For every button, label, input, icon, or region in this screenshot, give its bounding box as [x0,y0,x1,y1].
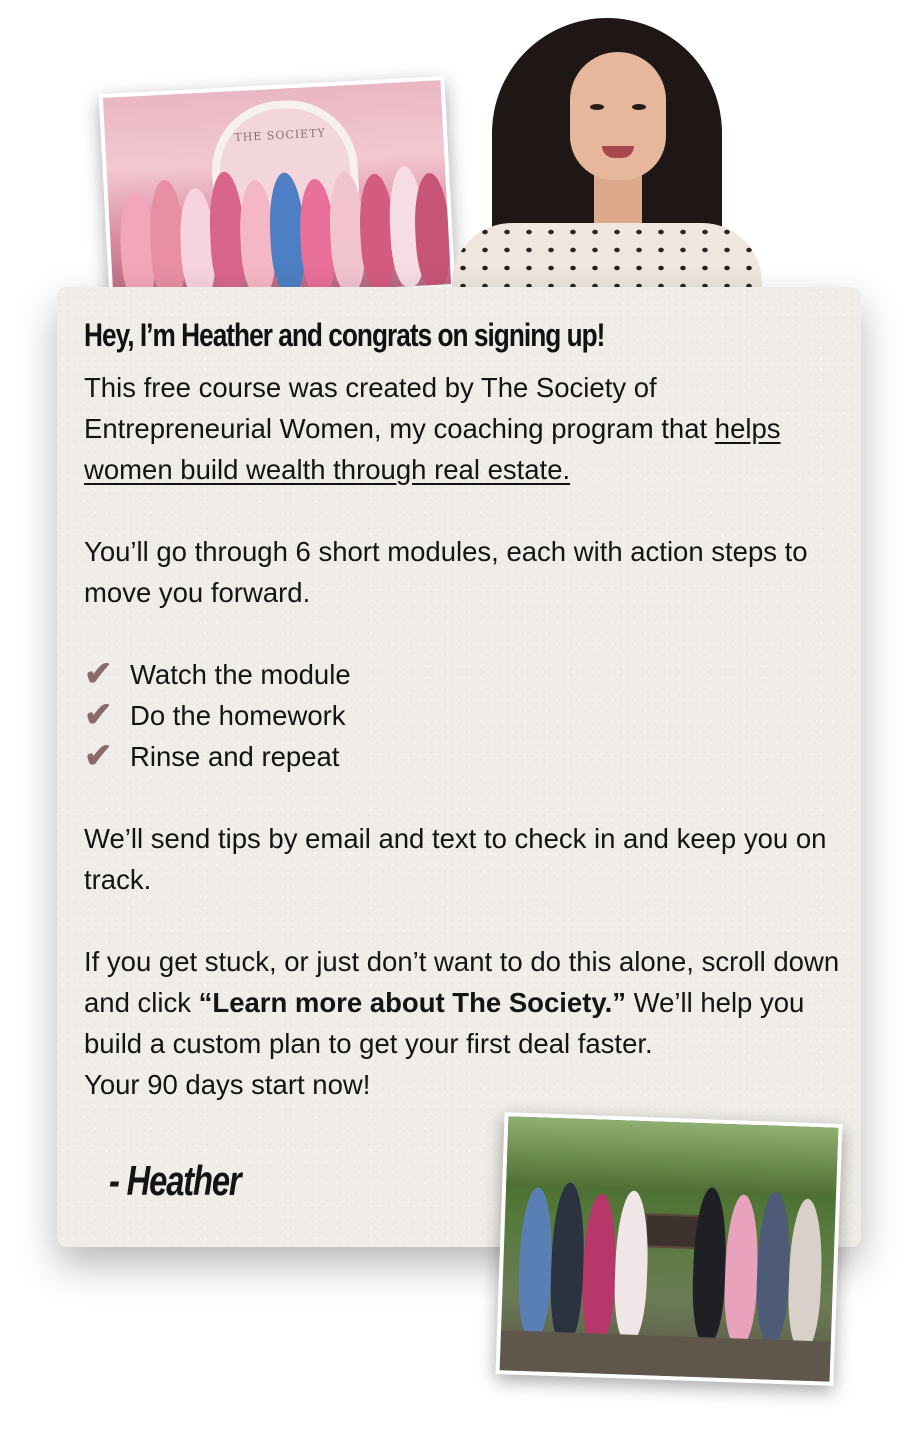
checklist-item [84,654,844,695]
stuck-text: If you get stuck, or just don’t want to do this alone, scroll down and click [84,946,840,1018]
checklist-item-label: Rinse and repeat [130,741,340,772]
heather-portrait [452,18,762,290]
checkmark-icon: ✔ [84,696,113,734]
checklist-item-label: Do the homework [130,700,346,731]
steps-checklist [84,654,844,777]
stuck-paragraph [84,941,844,1064]
checkmark-icon: ✔ [84,737,113,775]
heather-signature: - Heather [109,1157,241,1204]
modules-paragraph: You’ll go through 6 short modules, each with action steps to move you forward. [84,536,808,608]
stuck-text-end: We’ll help you build a custom plan to get your first deal faster. [84,987,805,1059]
checklist-item [84,736,844,777]
checklist-item [84,695,844,736]
welcome-card [57,287,861,1247]
learn-more-callout: “Learn more about The Society.” [198,987,626,1018]
welcome-headline: Hey, I’m Heather and congrats on signing up! [84,317,605,353]
checklist-item-label: Watch the module [130,659,351,690]
group-photo-bottom [496,1112,843,1386]
tips-paragraph: We’ll send tips by email and text to check in and keep you on track. [84,823,827,895]
group-photo-top [99,76,456,306]
real-estate-link[interactable]: helps women build wealth through real estate. [84,413,781,485]
checkmark-icon: ✔ [84,655,113,693]
welcome-content [84,307,844,1105]
society-sign-text: THE SOCIETY [234,126,327,145]
start-now-text: Your 90 days start now! [84,1069,371,1100]
intro-paragraph [84,367,844,490]
intro-text: This free course was created by The Society of Entrepreneurial Women, my coaching program that [84,372,715,444]
